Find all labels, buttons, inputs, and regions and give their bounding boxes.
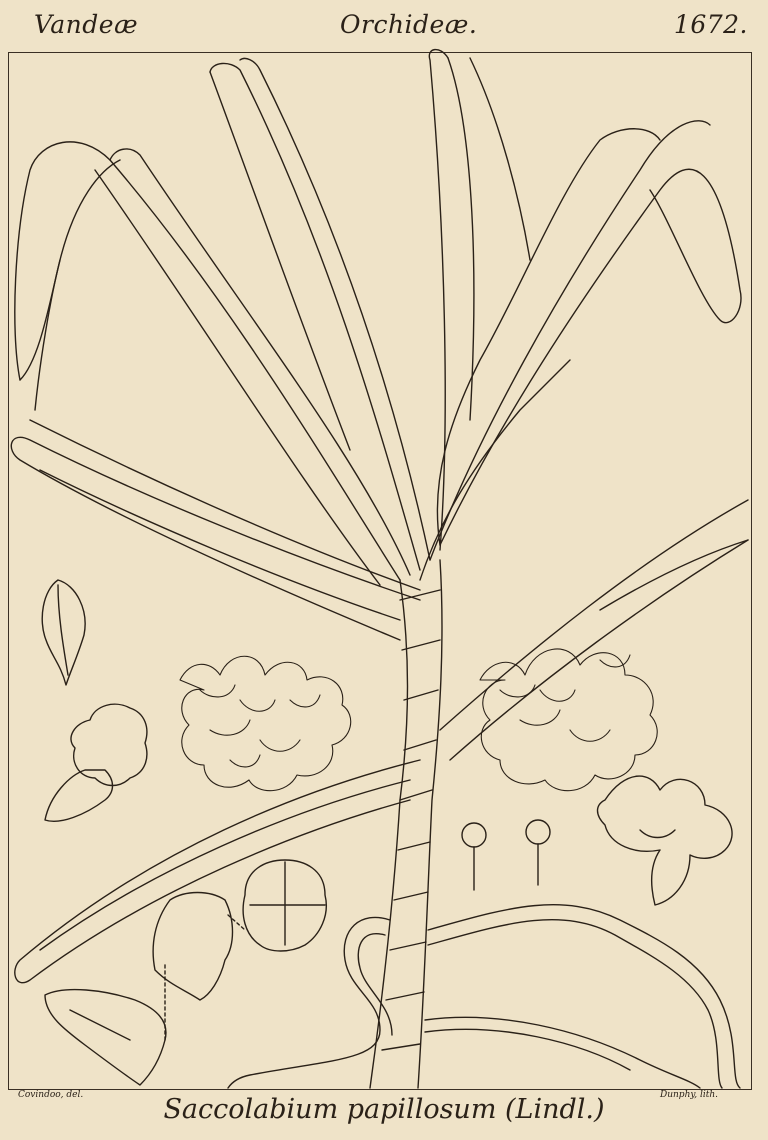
plate-number: 1672.	[673, 10, 748, 39]
flower-cluster-right	[480, 649, 657, 791]
detail-lip	[45, 990, 166, 1085]
credit-artist: Covindoo, del.	[18, 1090, 84, 1100]
detail-column-side	[153, 893, 245, 1041]
leaf-upper-center	[210, 50, 530, 570]
leaf-right-lower	[440, 500, 748, 760]
flower-cluster-left	[180, 656, 351, 790]
detail-bud	[42, 580, 85, 685]
detail-flower-open	[598, 776, 733, 905]
detail-flower-side	[45, 704, 147, 821]
stem	[370, 560, 442, 1088]
detail-pollinia	[462, 820, 550, 890]
leaf-upper-left	[15, 142, 410, 585]
header-tribe: Vandeæ	[34, 10, 139, 39]
leaf-upper-right	[420, 121, 741, 580]
species-caption: Saccolabium papillosum (Lindl.)	[163, 1094, 605, 1125]
aerial-roots	[228, 905, 740, 1088]
leaf-left-lower	[11, 420, 420, 640]
credit-lithographer: Dunphy, lith.	[660, 1090, 719, 1100]
detail-column-front	[243, 860, 326, 951]
header-family: Orchideæ.	[340, 10, 478, 39]
